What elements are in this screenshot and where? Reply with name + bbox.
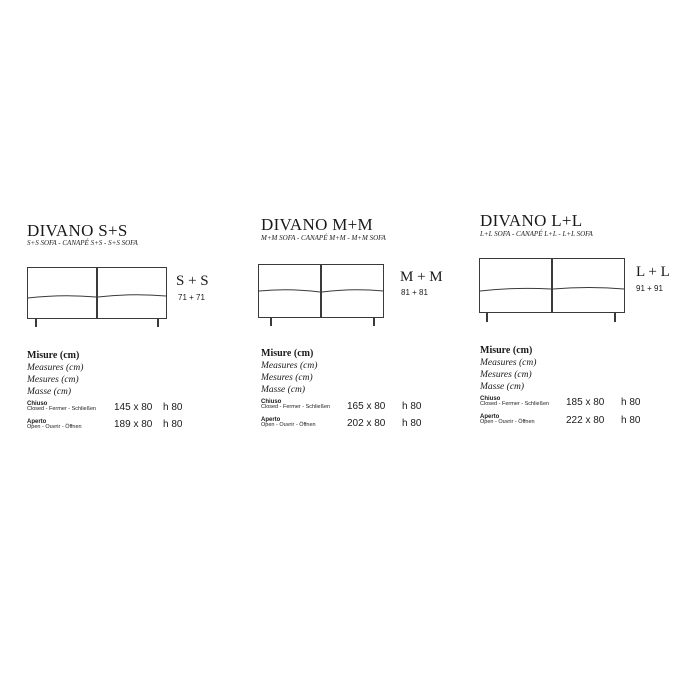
open-translations: Open - Ouvrir - Öffnen (480, 419, 535, 425)
model-title: DIVANO M+M (261, 215, 373, 234)
open-size: 189 x 80 (114, 419, 153, 430)
closed-height: h 80 (402, 401, 422, 412)
measures-translation: Measures (cm) (480, 358, 537, 368)
open-label: Aperto (261, 417, 281, 423)
sofa-right-module (553, 259, 625, 313)
measures-title: Misure (cm) (261, 348, 314, 359)
measures-translation: Mesures (cm) (261, 373, 313, 383)
sofa-seat-line-left (259, 290, 320, 292)
closed-height: h 80 (163, 402, 183, 413)
sofa-seat-line-right (553, 288, 624, 290)
measures-title: Misure (cm) (480, 345, 533, 356)
sofa-seat-line-left (28, 296, 96, 298)
model-subtitle: S+S SOFA - CANAPÉ S+S - S+S SOFA (27, 239, 138, 247)
closed-translations: Closed - Fermer - Schließen (261, 404, 331, 410)
sofa-seat-line-left (480, 288, 551, 291)
modules-label: L + L (636, 264, 670, 280)
modules-label: S + S (176, 273, 209, 289)
sofa-left-module (28, 268, 97, 319)
measures-translation: Masse (cm) (261, 385, 306, 395)
closed-size: 165 x 80 (347, 401, 386, 412)
model-title: DIVANO S+S (27, 221, 128, 240)
measures-translation: Masse (cm) (480, 382, 525, 392)
open-label: Aperto (27, 419, 47, 425)
model-title: DIVANO L+L (480, 211, 583, 230)
sofa-drawing (27, 267, 167, 329)
closed-size: 145 x 80 (114, 402, 153, 413)
open-label: Aperto (480, 414, 500, 420)
measures-translation: Measures (cm) (261, 361, 318, 371)
measures-translation: Measures (cm) (27, 363, 84, 373)
open-size: 202 x 80 (347, 418, 386, 429)
closed-label: Chiuso (480, 396, 501, 402)
measures-translation: Masse (cm) (27, 387, 72, 397)
sofa-seat-line-right (98, 295, 166, 297)
open-height: h 80 (402, 418, 422, 429)
sofa-right-module (98, 268, 167, 319)
measures-translation: Mesures (cm) (480, 370, 532, 380)
open-height: h 80 (163, 419, 183, 430)
modules-dims: 91 + 91 (636, 284, 663, 293)
model-subtitle: M+M SOFA - CANAPÉ M+M - M+M SOFA (261, 234, 386, 242)
open-height: h 80 (621, 415, 641, 426)
closed-label: Chiuso (27, 401, 48, 407)
measures-translation: Mesures (cm) (27, 375, 79, 385)
open-size: 222 x 80 (566, 415, 605, 426)
closed-translations: Closed - Fermer - Schließen (27, 406, 97, 412)
sofa-left-module (480, 259, 552, 313)
closed-size: 185 x 80 (566, 397, 605, 408)
closed-label: Chiuso (261, 399, 282, 405)
modules-dims: 71 + 71 (178, 293, 205, 302)
open-translations: Open - Ouvrir - Öffnen (27, 424, 82, 430)
model-subtitle: L+L SOFA - CANAPÉ L+L - L+L SOFA (480, 230, 593, 238)
measures-title: Misure (cm) (27, 350, 80, 361)
closed-translations: Closed - Fermer - Schließen (480, 401, 550, 407)
open-translations: Open - Ouvrir - Öffnen (261, 422, 316, 428)
sofa-seat-line-right (322, 290, 383, 292)
sofa-drawing (258, 264, 384, 328)
modules-label: M + M (400, 269, 443, 285)
modules-dims: 81 + 81 (401, 288, 428, 297)
closed-height: h 80 (621, 397, 641, 408)
sofa-drawing (479, 258, 625, 324)
